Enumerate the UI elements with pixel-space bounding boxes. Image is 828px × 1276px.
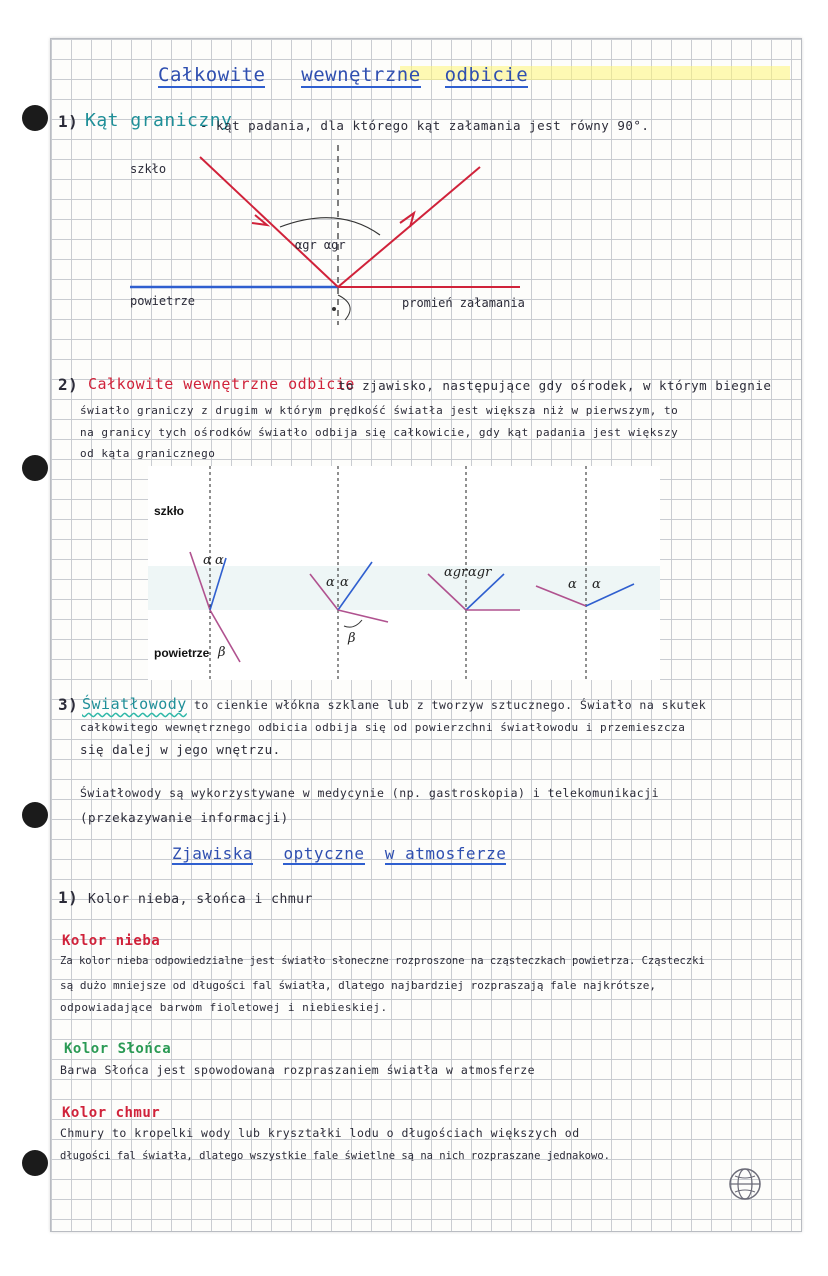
clouds-heading: Kolor chmur (62, 1105, 161, 1121)
section-3-line-5: (przekazywanie informacji) (80, 810, 289, 825)
fig-label-7: αgr (444, 565, 468, 580)
critical-angle-diagram (120, 145, 560, 325)
section-3-line-3: się dalej w jego wnętrzu. (80, 742, 281, 757)
section-1-definition: - kąt padania, dla którego kąt załamania jest równy 90°. (200, 118, 650, 133)
fig-label-8: αgr (468, 565, 492, 580)
title-word-2: wewnętrzne (301, 64, 421, 86)
atmo-number: 1) (58, 888, 79, 907)
page-title (158, 66, 528, 85)
fig-label-4: α (326, 575, 335, 590)
fig-label-2: α (215, 553, 224, 568)
sky-line-1: Za kolor nieba odpowiedzialne jest światło słoneczne rozproszone na cząsteczkach powietrza. Cząsteczki (60, 955, 705, 967)
clouds-line-1: Chmury to kropelki wody lub kryształki lodu o długościach większych od (60, 1126, 580, 1140)
globe-logo-icon (727, 1166, 763, 1202)
section-3-term: Światłowody (82, 695, 187, 713)
section-title-2 (172, 846, 506, 862)
title-word-1: Całkowite (158, 64, 266, 86)
section-2-line-4: od kąta granicznego (80, 447, 216, 460)
title2-word-1: Zjawiska (172, 844, 254, 863)
section-2-line-3: na granicy tych ośrodków światło odbija się całkowicie, gdy kąt padania jest większy (80, 426, 679, 439)
diagram1-bottom-medium: powietrze (130, 294, 196, 308)
section-2-line-2: światło graniczy z drugim w którym prędkość światła jest większa niż w pierwszym, to (80, 404, 679, 417)
section-3-line-4: Światłowody są wykorzystywane w medycynie (np. gastroskopia) i telekomunikacji (80, 786, 660, 800)
sky-line-2: są dużo mniejsze od długości fal światła, dlatego najbardziej rozpraszają fale najkrótsze, (60, 979, 657, 992)
section-1-term: Kąt graniczny (85, 110, 233, 131)
fig-label-10: α (592, 577, 601, 592)
punch-hole (22, 1150, 48, 1176)
figure-top-medium: szkło (154, 504, 185, 518)
punch-hole (22, 105, 48, 131)
diagram1-top-medium: szkło (130, 162, 167, 176)
section-3-number: 3) (58, 695, 79, 714)
section-3-line-1: to cienkie włókna szklane lub z tworzyw sztucznego. Światło na skutek (194, 698, 707, 712)
title2-word-2: optyczne (283, 844, 365, 863)
clouds-line-2: długości fal światła, dlatego wszystkie fale świetlne są na nich rozpraszane jednakowo. (60, 1150, 610, 1162)
punch-hole (22, 802, 48, 828)
fig-label-1: α (203, 553, 212, 568)
atmo-heading: Kolor nieba, słońca i chmur (88, 892, 313, 907)
fig-label-5: α (340, 575, 349, 590)
sky-heading: Kolor nieba (62, 933, 161, 949)
section-1-number: 1) (58, 112, 79, 131)
section-2-term: Całkowite wewnętrzne odbicie (88, 375, 355, 393)
fig-label-9: α (568, 577, 577, 592)
title-word-3: odbicie (444, 64, 529, 86)
title2-word-3: w atmosferze (384, 844, 507, 863)
sun-line-1: Barwa Słońca jest spowodowana rozpraszaniem światła w atmosferze (60, 1063, 536, 1077)
diagram1-refracted-label: promień załamania (402, 296, 525, 310)
figure-bottom-medium: powietrze (154, 646, 210, 660)
diagram1-angle-label: αgr αgr (295, 238, 346, 252)
fig-label-6: β (348, 631, 356, 646)
sun-heading: Kolor Słońca (64, 1041, 172, 1057)
section-3-line-2: całkowitego wewnętrznego odbicia odbija się od powierzchni światłowodu i przemieszcza (80, 721, 686, 734)
sky-line-3: odpowiadające barwom fioletowej i niebieskiej. (60, 1001, 388, 1014)
punch-hole (22, 455, 48, 481)
section-2-number: 2) (58, 375, 79, 394)
fig-label-3: β (218, 645, 226, 660)
section-2-line-1: to zjawisko, następujące gdy ośrodek, w którym biegnie (338, 378, 772, 393)
reflection-stages-figure (148, 466, 660, 680)
